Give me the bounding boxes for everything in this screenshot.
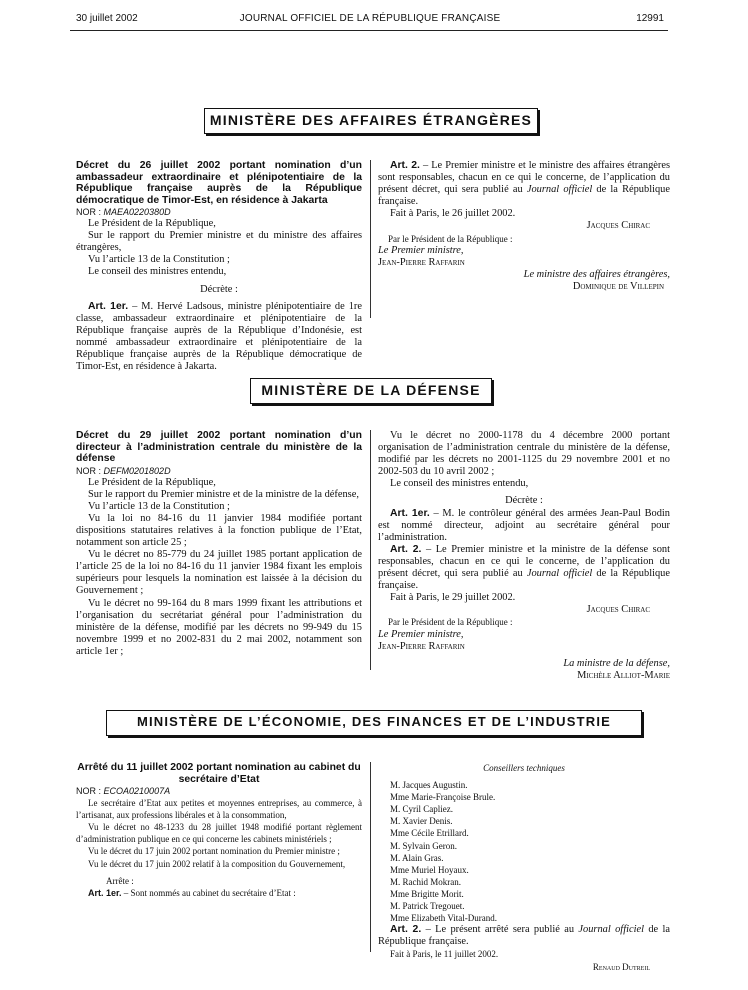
ministry-heading-economie: MINISTÈRE DE L’ÉCONOMIE, DES FINANCES ET DE L’INDUSTRIE: [106, 710, 642, 736]
nor-label: NOR :: [76, 786, 102, 796]
s2-para: Sur le rapport du Premier ministre et de la ministre de la défense,: [88, 488, 359, 500]
list-item: M. Alain Gras.: [390, 852, 444, 863]
s2-signer: Jacques Chirac: [586, 604, 650, 616]
s2-article-1: [378, 508, 670, 544]
s3-arrete: Arrête :: [106, 875, 134, 886]
s1-decrete: Décrète :: [200, 283, 238, 295]
header-rule: [70, 30, 668, 31]
page-number: 12991: [636, 13, 664, 24]
article-text: – Le Premier ministre et la ministre de la défense sont responsables, chacun en ce qui le concerne, de l’application du présent décret, qui sera publié au: [378, 543, 670, 580]
list-item: M. Jacques Augustin.: [390, 780, 468, 791]
article-text: – Le présent arrêté sera publié au: [421, 924, 579, 936]
ministry-heading-affaires-etrangeres: MINISTÈRE DES AFFAIRES ÉTRANGÈRES: [204, 108, 538, 134]
s2-article-2: [378, 544, 670, 592]
s1-pm: Jean-Pierre Raffarin: [378, 256, 465, 268]
s1-para: Vu l’article 13 de la Constitution ;: [88, 254, 230, 266]
article-text: – M. Hervé Ladsous, ministre plénipotentiaire de 1re classe, ambassadeur extraordinaire et plénipotentiaire de la République française auprès de la République d’Indonésie, est nommé ambassadeur extraordinaire et plénipotentiaire de la République française auprès de la République démocratique de Timor-Est, en résidence à Jakarta.: [76, 300, 362, 373]
list-item: Mme Marie-Françoise Brule.: [390, 792, 496, 803]
nor-label: NOR :: [76, 207, 102, 217]
article-text: de la République française.: [378, 568, 670, 592]
s3-para: Vu le décret no 48-1233 du 28 juillet 1948 modifié portant règlement d’administration publique en ce qui concerne les cabinets ministériels ;: [76, 822, 362, 845]
s2-right-column: [378, 430, 670, 682]
journal-ref: Journal officiel: [526, 184, 593, 196]
s1-pm-title: Le Premier ministre,: [378, 244, 464, 256]
s1-signer: Jacques Chirac: [586, 220, 650, 232]
s1-fait: Fait à Paris, le 26 juillet 2002.: [390, 208, 516, 220]
s1-para: Le Président de la République,: [88, 218, 216, 230]
list-item: Mme Cécile Etrillard.: [390, 828, 469, 839]
s3-para: Le secrétaire d’Etat aux petites et moyennes entreprises, au commerce, à l’artisanat, aux professions libérales et à la consommation,: [76, 798, 362, 821]
article-text: – Le Premier ministre et le ministre des affaires étrangères sont responsables, chacun en ce qui le concerne, de l’application du présent décret, qui sera publié au: [378, 160, 670, 196]
nor-code: ECOA0210007A: [103, 786, 171, 796]
s2-decrete: Décrète :: [505, 495, 543, 507]
s2-pm: Jean-Pierre Raffarin: [378, 640, 465, 652]
article-label: Art. 2.: [390, 543, 422, 555]
issue-date: 30 juillet 2002: [76, 13, 138, 24]
s1-decree-title: Décret du 26 juillet 2002 portant nomination d’un ambassadeur extraordinaire et plénipotentiaire de la République française auprès de la République démocratique de Timor-Est, en résidence à Jakarta: [76, 160, 362, 206]
s2-nor: [76, 465, 362, 477]
journal-ref: Journal officiel: [526, 568, 593, 580]
s3-article-2: [378, 924, 670, 948]
article-text: de la République française.: [378, 924, 670, 948]
s3-nor: [76, 785, 362, 797]
s2-para: Vu le décret no 2000-1178 du 4 décembre 2000 portant organisation de l’administration centrale du ministère de la défense, modifié par les décrets no 2001-1125 du 29 novembre 2001 et no 2002-503 du 10 avril 2002 ;: [378, 430, 670, 478]
article-label: Art. 1er.: [88, 887, 122, 898]
s2-para: Le Président de la République,: [88, 476, 216, 488]
s2-minister: Michèle Alliot-Marie: [577, 669, 670, 681]
s1-article-1: [76, 301, 362, 374]
s3-article-1: [76, 887, 362, 899]
s1-article-2: [378, 160, 670, 208]
s2-par: Par le Président de la République :: [388, 617, 513, 628]
s1-para: Le conseil des ministres entendu,: [88, 266, 227, 278]
s2-minister-title: La ministre de la défense,: [563, 657, 670, 669]
s1-minister: Dominique de Villepin: [572, 280, 664, 292]
s2-para: Vu la loi no 84-16 du 11 janvier 1984 modifiée portant dispositions statutaires relatives à la fonction publique de l’Etat, notamment son article 25 ;: [76, 512, 362, 549]
s3-right-column: [378, 762, 670, 973]
s3-conseillers-heading: Conseillers techniques: [483, 763, 565, 773]
column-divider: [370, 160, 371, 318]
nor-code: DEFM0201802D: [103, 465, 171, 476]
s3-members-list: [378, 779, 670, 924]
s2-fait: Fait à Paris, le 29 juillet 2002.: [390, 592, 516, 604]
list-item: M. Cyril Capliez.: [390, 804, 453, 815]
article-label: Art. 2.: [390, 924, 422, 936]
nor-label: NOR :: [76, 465, 102, 476]
s2-para: Vu le décret no 99-164 du 8 mars 1999 fixant les attributions et l’organisation du secrétariat général pour l’administration du ministère de la défense, modifié par les décrets no 99-949 du 15 novembre 1999 et no 2002-831 du 2 mai 2002, notamment son article 1er ;: [76, 597, 362, 657]
s3-signer: Renaud Dutreil: [592, 961, 650, 972]
article-label: Art. 1er.: [88, 300, 129, 312]
list-item: Mme Brigitte Morit.: [390, 888, 464, 899]
journal-ref: Journal officiel: [578, 924, 644, 936]
list-item: M. Sylvain Geron.: [390, 840, 457, 851]
s3-arrete-title: Arrêté du 11 juillet 2002 portant nomination au cabinet du secrétaire d’Etat: [77, 762, 361, 785]
journal-title: JOURNAL OFFICIEL DE LA RÉPUBLIQUE FRANÇAISE: [239, 13, 501, 24]
s3-para: Vu le décret du 17 juin 2002 portant nomination du Premier ministre ;: [88, 846, 340, 857]
s2-para: Vu l’article 13 de la Constitution ;: [88, 500, 230, 512]
s3-para: Vu le décret du 17 juin 2002 relatif à la composition du Gouvernement,: [88, 858, 346, 869]
article-label: Art. 1er.: [390, 507, 430, 519]
article-text: de la République française.: [378, 184, 670, 208]
list-item: Mme Elizabeth Vital-Durand.: [390, 913, 498, 924]
s1-nor: [76, 206, 362, 218]
s2-para: Vu le décret no 85-779 du 24 juillet 1985 portant application de l’article 25 de la loi no 84-16 du 11 janvier 1984 fixant les emplois supérieurs pour lesquels la nomination est laissée à la décision du Gouvernement ;: [76, 549, 362, 597]
list-item: M. Patrick Tregouet.: [390, 901, 465, 912]
s1-para: Sur le rapport du Premier ministre et du ministre des affaires étrangères,: [76, 230, 362, 254]
s1-left-column: [76, 160, 362, 373]
s3-left-column: [76, 762, 362, 899]
nor-code: MAEA0220380D: [103, 207, 171, 217]
s2-decree-title: Décret du 29 juillet 2002 portant nomination d’un directeur à l’administration centrale du ministère de la défense: [76, 430, 362, 464]
s2-left-column: [76, 430, 362, 658]
ministry-heading-defense: MINISTÈRE DE LA DÉFENSE: [250, 378, 492, 404]
s3-fait: Fait à Paris, le 11 juillet 2002.: [390, 949, 499, 960]
s1-minister-title: Le ministre des affaires étrangères,: [523, 268, 670, 280]
list-item: M. Xavier Denis.: [390, 816, 453, 827]
column-divider: [370, 762, 371, 952]
s2-pm-title: Le Premier ministre,: [378, 628, 464, 640]
s1-right-column: [378, 160, 670, 293]
column-divider: [370, 430, 371, 670]
article-label: Art. 2.: [390, 160, 420, 171]
list-item: M. Rachid Mokran.: [390, 876, 461, 887]
s1-par: Par le Président de la République :: [388, 233, 513, 244]
s2-para: Le conseil des ministres entendu,: [390, 478, 529, 490]
article-text: – M. le contrôleur général des armées Jean-Paul Bodin est nommé directeur, adjoint au secrétaire général pour l’administration.: [378, 507, 670, 543]
article-text: – Sont nommés au cabinet du secrétaire d’Etat :: [121, 887, 296, 898]
list-item: Mme Muriel Hoyaux.: [390, 864, 469, 875]
